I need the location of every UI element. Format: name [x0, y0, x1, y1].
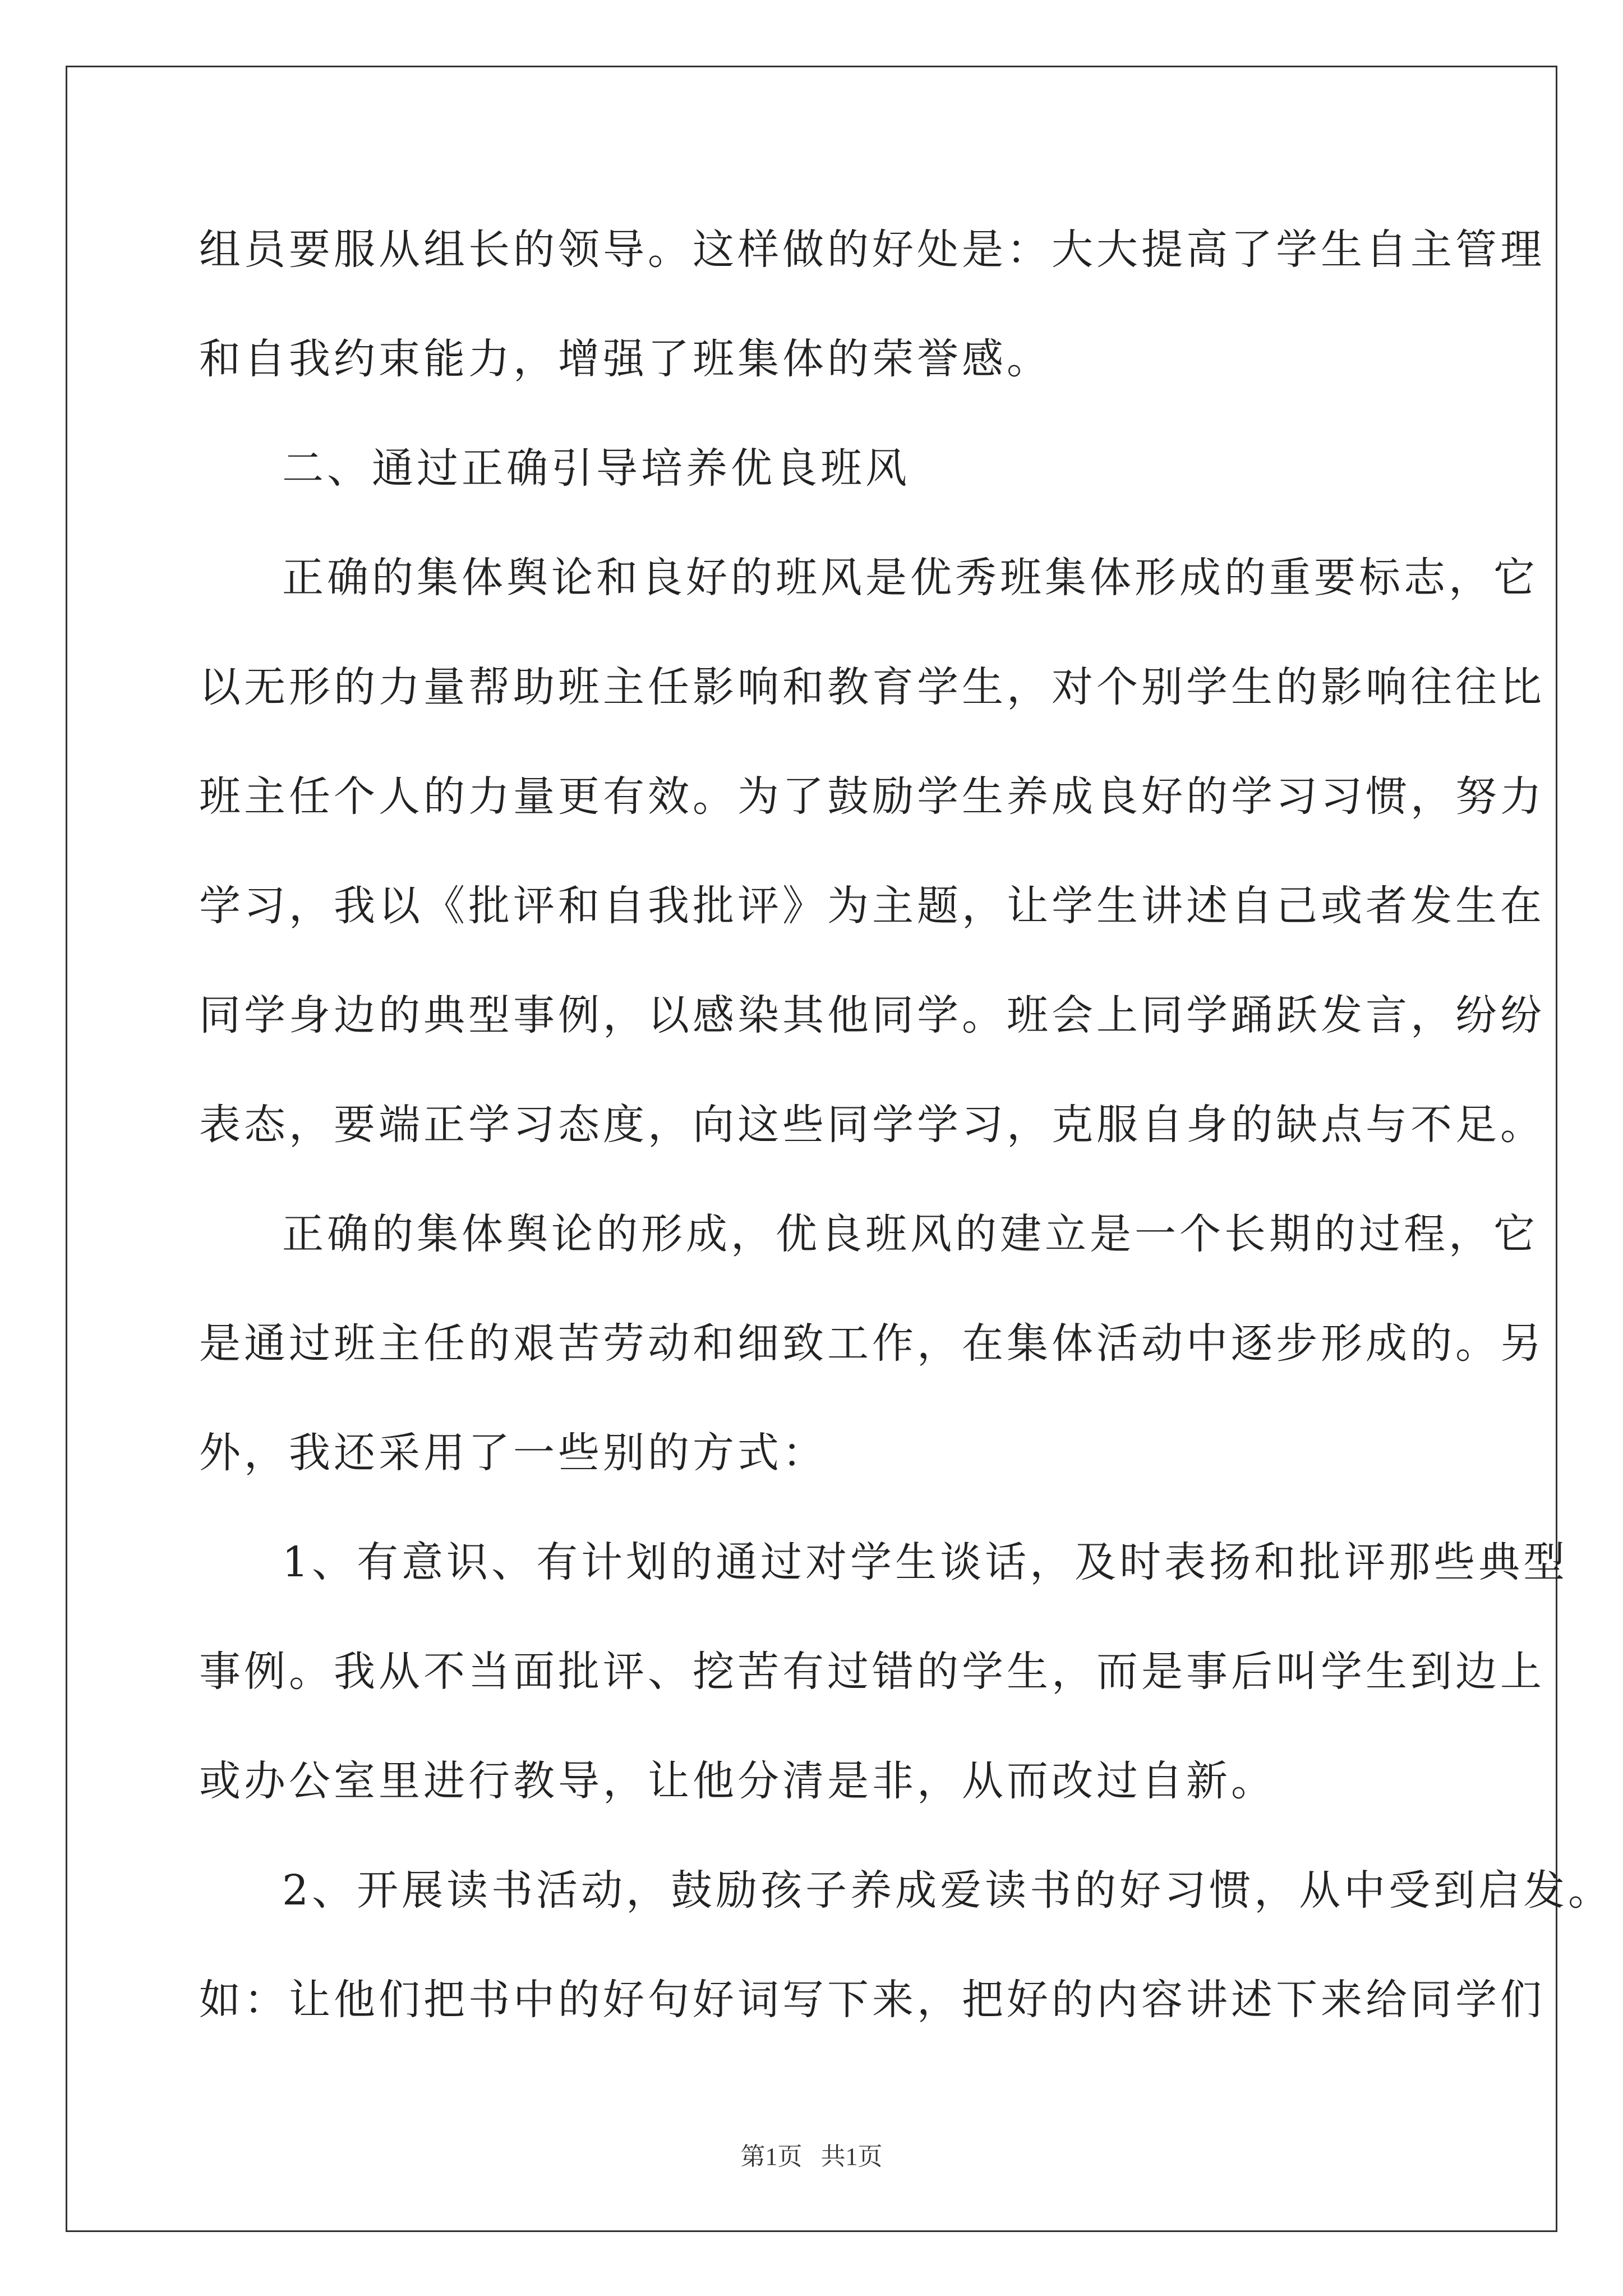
paragraph-line: 学习，我以《批评和自我批评》为主题，让学生讲述自己或者发生在	[199, 882, 1545, 930]
document-body	[199, 216, 1613, 2076]
paragraph-line: 组员要服从组长的领导。这样做的好处是：大大提高了学生自主管理	[199, 226, 1545, 274]
paragraph-line: 外，我还采用了一些别的方式：	[199, 1429, 827, 1477]
paragraph-line: 班主任个人的力量更有效。为了鼓励学生养成良好的学习习惯，努力	[199, 772, 1545, 821]
paragraph-line: 和自我约束能力，增强了班集体的荣誉感。	[199, 335, 1052, 383]
paragraph-line: 是通过班主任的艰苦劳动和细致工作，在集体活动中逐步形成的。另	[199, 1319, 1545, 1368]
list-item-line: 事例。我从不当面批评、挖苦有过错的学生，而是事后叫学生到边上	[199, 1648, 1545, 1696]
list-item-line: 如：让他们把书中的好句好词写下来，把好的内容讲述下来给同学们	[199, 1976, 1545, 2024]
list-item-line: 1、有意识、有计划的通过对学生谈话，及时表扬和批评那些典型	[282, 1538, 1569, 1586]
paragraph-line: 正确的集体舆论的形成，优良班风的建立是一个长期的过程，它	[282, 1210, 1538, 1258]
paragraph-line: 以无形的力量帮助班主任影响和教育学生，对个别学生的影响往往比	[199, 663, 1545, 711]
list-item-line: 2、开展读书活动，鼓励孩子养成爱读书的好习惯，从中受到启发。	[282, 1866, 1613, 1915]
paragraph-line: 同学身边的典型事例，以感染其他同学。班会上同学踊跃发言，纷纷	[199, 991, 1545, 1039]
page-number-footer: 第1页 共1页	[740, 2143, 883, 2170]
paragraph-line: 表态，要端正学习态度，向这些同学学习，克服自身的缺点与不足。	[199, 1101, 1545, 1149]
section-heading: 二、通过正确引导培养优良班风	[282, 444, 910, 493]
list-item-line: 或办公室里进行教导，让他分清是非，从而改过自新。	[199, 1757, 1276, 1805]
paragraph-line: 正确的集体舆论和良好的班风是优秀班集体形成的重要标志，它	[282, 554, 1538, 602]
